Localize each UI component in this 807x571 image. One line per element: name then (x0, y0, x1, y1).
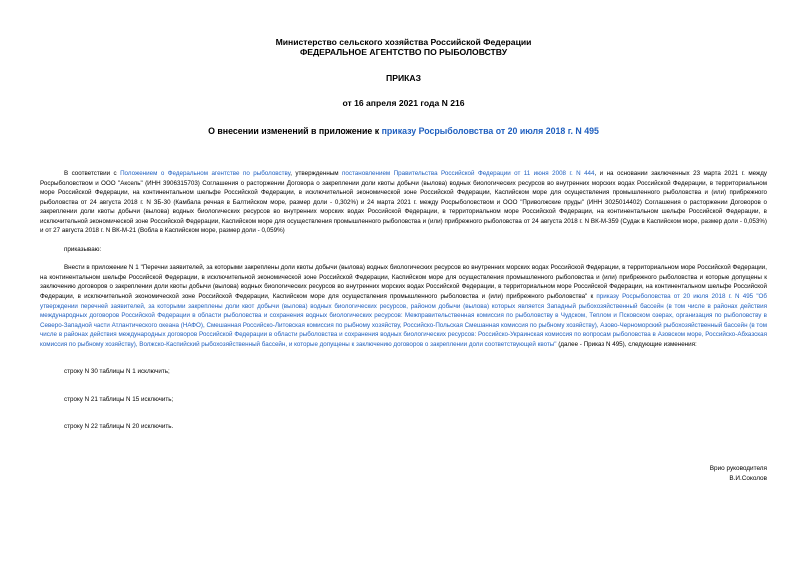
title-text: О внесении изменений в приложение к (208, 126, 382, 136)
list-item: строку N 22 таблицы N 20 исключить. (64, 423, 174, 431)
title-order-link[interactable]: приказу Росрыболовства от 20 июля 2018 г. N 495 (381, 126, 599, 136)
ministry-name: Министерство сельского хозяйства Российской Федерации (275, 37, 532, 47)
government-decree-link[interactable]: постановлением Правительства Российской Федерации от 11 июня 2008 г. N 444 (342, 170, 595, 177)
main-paragraph (40, 263, 767, 349)
signature-block (710, 464, 767, 484)
order-495-link[interactable]: приказу Росрыболовства от 20 июля 2018 г. N 495 "Об утверждении перечней заявителей, за которыми закреплены доли квот добычи (вылова) водных биологических ресурсов, районом добычи (вылова) которых является Западный рыбохозяйственный бассейн (в том числе в районах действия международных договоров Российской Федерации в области рыболовства и сохранения водных биологических ресурсов: Межправительственная комиссия по рыболовству в Чудском, Теплом и Псковском озерах, организация по рыболовству в Северо-Западной части Атлантического океана (НАФО), Смешанная Российско-Литовская комиссия по рыбному хозяйству, Российско-Польская Смешанная комиссия по рыбному хозяйству), Азово-Черноморский рыбохозяйственный бассейн (в том числе в районах действия международных договоров Российской Федерации в области рыболовства и сохранения водных биологических ресурсов: Российско-Украинская комиссия по вопросам рыболовства в Азовском море, Российско-Абхазская комиссия по рыбному хозяйству), Волжско-Каспийский рыбохозяйственный бассейн, и которые допущены к заключению договоров о закреплении доли соответствующей квоты" (40, 293, 767, 348)
document-header (30, 0, 777, 136)
document-type: ПРИКАЗ (386, 73, 421, 83)
intro-paragraph (40, 169, 767, 236)
orders-label: приказываю: (64, 245, 102, 253)
list-item: строку N 21 таблицы N 15 исключить; (64, 395, 174, 403)
regulation-link[interactable]: Положением о Федеральном агентстве по рыболовству (120, 170, 291, 177)
signatory-name: В.И.Соколов (729, 475, 767, 482)
intro-text-1: В соответствии с (64, 170, 121, 177)
intro-text-2: , утвержденным (290, 170, 343, 177)
list-item: строку N 30 таблицы N 1 исключить; (64, 368, 170, 376)
agency-name: ФЕДЕРАЛЬНОЕ АГЕНТСТВО ПО РЫБОЛОВСТВУ (299, 47, 508, 57)
signatory-position: Врио руководителя (709, 465, 767, 472)
document-body (30, 169, 777, 432)
main-text-2: (далее - Приказ N 495), следующие изменения: (556, 340, 697, 348)
document-title (30, 126, 777, 136)
main-text-1: Внести в приложение N 1 "Перечни заявителей, за которыми закреплены доли квоты добычи (вылова) водных биологических ресурсов во внутренних морских водах Российской Федерации, в территориальном море Российской Федерации, на континентальном шельфе Российской Федерации, в исключительной экономической зоне Российской Федерации, Каспийском море для осуществления промышленного рыболовства и (или) прибрежного рыболовства и которые допущены к заключению договоров о закреплении доли квоты добычи (вылова) водных биологических ресурсов во внутренних морских водах Российской Федерации, в территориальном море Российской Федерации, на континентальном шельфе Российской Федерации, в исключительной экономической зоне Российской Федерации, Каспийском море для осуществления промышленного рыболовства и (или) прибрежного рыболовства" к (40, 264, 767, 301)
document-date-number: от 16 апреля 2021 года N 216 (342, 98, 465, 108)
intro-text-3: , и на основании заключенных 23 марта 2021 г. между Росрыболовством и ООО "Аксель" (ИНН 3906315703) Соглашения о расторжении Договора о закреплении доли квоты добычи (вылова) водных биологических ресурсов во внутренних морских водах Российской Федерации, в территориальном море Российской Федерации, на континентальном шельфе Российской Федерации, в исключительной экономической зоне Российской Федерации, Каспийском море для осуществления промышленного рыболовства и (или) прибрежного рыболовства от 24 августа 2018 г. N ЗБ-30 (Камбала речная в Балтийском море, размер доли - 0,302%) и 24 марта 2021 г. между Росрыболовством и ООО "Приволжские пруды" (ИНН 3025014402) Соглашения о расторжении Договоров о закреплении доли квоты добычи (вылова) водных биологических ресурсов во внутренних морских водах Российской Федерации, в территориальном море Российской Федерации, на континентальном шельфе Российской Федерации, в исключительной экономической зоне Российской Федерации, Каспийском море для осуществления промышленного рыболовства и (или) прибрежного рыболовства от 24 августа 2018 г. N ВК-М-359 (Судак в Каспийском море, размер доли - 0,053%) и от 27 августа 2018 г. N ВК-М-21 (Вобла в Каспийском море, размер доли - 0,059%) (40, 170, 767, 235)
